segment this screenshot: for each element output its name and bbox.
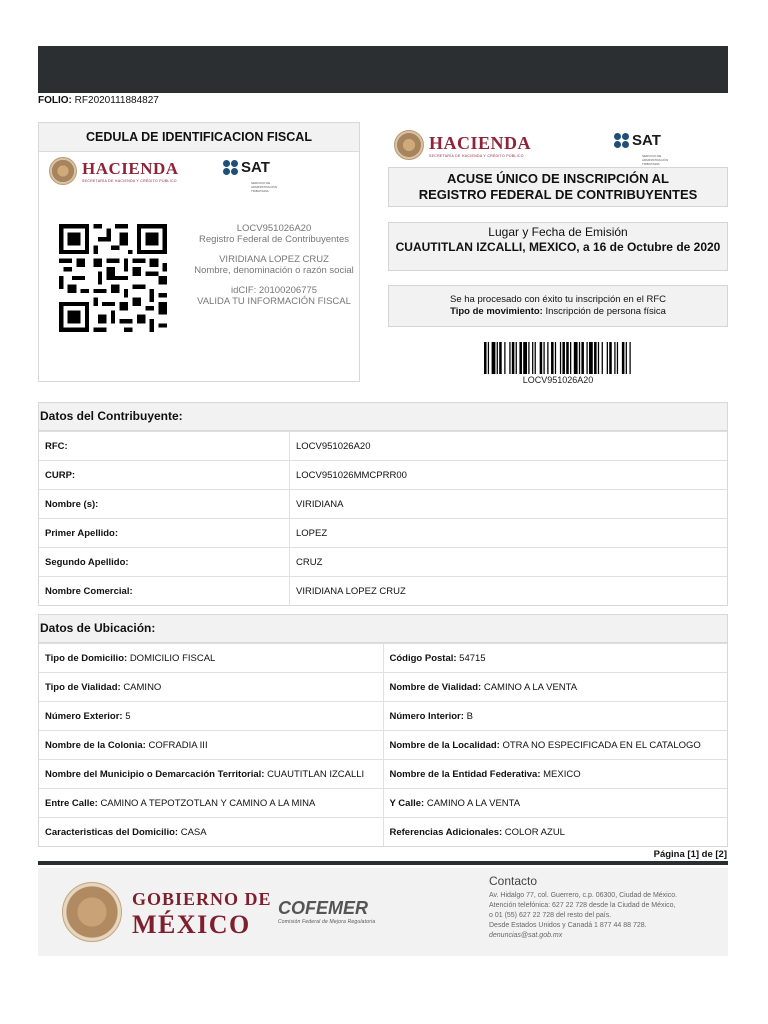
proceso-box (388, 285, 728, 327)
field-value: CAMINO A LA VENTA (426, 797, 521, 809)
barcode-bar (622, 342, 625, 374)
field-label: Número Exterior: (45, 710, 123, 722)
contacto-title: Contacto (489, 874, 538, 888)
footer-divider (38, 861, 728, 865)
contacto-email-link[interactable]: denuncias@sat.gob.mx (489, 932, 563, 939)
field-label: Nombre (s): (39, 490, 290, 519)
gobierno-line2: MÉXICO (132, 910, 251, 939)
barcode-bar (607, 342, 608, 374)
page-number: Página [1] de [2] (653, 849, 727, 860)
field-cell (383, 789, 727, 818)
contribuyente-heading: Datos del Contribuyente: (39, 403, 727, 431)
barcode-bar (594, 342, 597, 374)
sat-subtitle: SERVICIO DE ADMINISTRACIÓN TRIBUTARIA (251, 181, 278, 193)
sat-dots-icon (223, 160, 238, 175)
field-label: Nombre Comercial: (39, 577, 290, 606)
barcode-bar (547, 342, 548, 374)
sat-logo (614, 132, 669, 166)
barcode-bar (519, 342, 522, 374)
field-value: CAMINO (123, 681, 162, 693)
hacienda-name: HACIENDA (82, 159, 179, 178)
barcode-bar (586, 342, 587, 374)
cedula-idcif: idCIF: 20100206775 (230, 285, 318, 296)
field-cell (383, 731, 727, 760)
contacto-line: Atención telefónica: 627 22 728 desde la Ciudad de México, (489, 902, 676, 909)
acuse-title (388, 167, 728, 207)
field-value: LOCV951026A20 (290, 432, 728, 461)
barcode-text: LOCV951026A20 (522, 375, 594, 385)
field-label: RFC: (39, 432, 290, 461)
field-cell (39, 760, 383, 789)
hacienda-subtitle: SECRETARÍA DE HACIENDA Y CRÉDITO PÚBLICO (82, 179, 177, 183)
cedula-valida: VALIDA TU INFORMACIÓN FISCAL (197, 296, 351, 307)
field-label: Número Interior: (389, 710, 464, 722)
field-value: VIRIDIANA (290, 490, 728, 519)
barcode-bar (499, 342, 502, 374)
table-row (39, 519, 727, 548)
table-row (39, 577, 727, 606)
ubicacion-heading: Datos de Ubicación: (39, 615, 727, 643)
footer (38, 868, 728, 956)
cedula-name: VIRIDIANA LOPEZ CRUZ (219, 254, 329, 265)
eagle-seal-icon (49, 157, 77, 185)
field-label: Caracteristicas del Domicilio: (45, 826, 179, 838)
movimiento-label: Tipo de movimiento: (450, 306, 543, 317)
barcode-bar (617, 342, 618, 374)
contacto-line: Desde Estados Unidos y Canadá 1 877 44 88 728. (489, 922, 647, 929)
sat-name: SAT (632, 132, 661, 149)
cedula-info (189, 223, 359, 307)
barcode-bar (488, 342, 489, 374)
field-value: DOMICILIO FISCAL (129, 652, 216, 664)
barcode-bar (562, 342, 565, 374)
field-label: Entre Calle: (45, 797, 98, 809)
field-label: CURP: (39, 461, 290, 490)
table-row (39, 673, 727, 702)
field-cell (383, 702, 727, 731)
acuse-logos (388, 128, 728, 166)
cedula-rfc: LOCV951026A20 (236, 223, 312, 234)
lugar-label: Lugar y Fecha de Emisión (488, 225, 628, 239)
barcode-bar (589, 342, 593, 374)
hacienda-logo (394, 130, 531, 160)
field-cell (39, 644, 383, 673)
field-value: B (466, 710, 473, 722)
barcode-bar (528, 342, 529, 374)
barcode-icon (484, 342, 632, 374)
field-value: CASA (180, 826, 207, 838)
hacienda-logo (49, 157, 179, 185)
field-value: MEXICO (543, 768, 581, 780)
header-bar (38, 46, 728, 93)
hacienda-subtitle: SECRETARÍA DE HACIENDA Y CRÉDITO PÚBLICO (429, 153, 524, 158)
cofemer-subtitle: Comisión Federal de Mejora Regulatoria (278, 919, 376, 925)
field-cell (39, 731, 383, 760)
sat-subtitle: SERVICIO DE ADMINISTRACIÓN TRIBUTARIA (642, 154, 669, 166)
field-label: Nombre de la Localidad: (389, 739, 500, 751)
table-row (39, 490, 727, 519)
table-row (39, 789, 727, 818)
field-cell (383, 673, 727, 702)
field-label: Tipo de Domicilio: (45, 652, 128, 664)
field-label: Nombre del Municipio o Demarcación Territorial: (45, 768, 265, 780)
table-row (39, 731, 727, 760)
lugar-value: CUAUTITLAN IZCALLI, MEXICO, a 16 de Octubre de 2020 (395, 240, 721, 254)
contribuyente-section (38, 402, 728, 606)
barcode-bar (570, 342, 571, 374)
field-label: Nombre de la Entidad Federativa: (389, 768, 541, 780)
gobierno-line1: GOBIERNO DE (132, 889, 272, 909)
table-row (39, 461, 727, 490)
barcode-bar (543, 342, 544, 374)
cedula-card (38, 122, 360, 382)
barcode-bar (602, 342, 603, 374)
sat-name: SAT (241, 159, 270, 176)
field-label: Nombre de Vialidad: (389, 681, 482, 693)
acuse-title-line1: ACUSE ÚNICO DE INSCRIPCIÓN AL (447, 171, 669, 186)
barcode-bar (555, 342, 556, 374)
field-cell (383, 818, 727, 847)
barcode-bar (579, 342, 580, 374)
cofemer-logo: COFEMER Comisión Federal de Mejora Regulatoria (278, 898, 376, 925)
barcode-bar (504, 342, 505, 374)
folio: FOLIO: RF2020111884827 (38, 95, 159, 106)
barcode-bar (497, 342, 498, 374)
qr-code-icon (59, 223, 167, 333)
barcode-bar (566, 342, 569, 374)
field-label: Tipo de Vialidad: (45, 681, 121, 693)
field-value: 54715 (459, 652, 486, 664)
barcode-bar (535, 342, 536, 374)
field-label: Nombre de la Colonia: (45, 739, 146, 751)
barcode-bar (609, 342, 612, 374)
proceso-text: Se ha procesado con éxito tu inscripción en el RFC (450, 294, 666, 305)
field-cell (383, 760, 727, 789)
field-label: Primer Apellido: (39, 519, 290, 548)
field-value: CRUZ (290, 548, 728, 577)
field-cell (39, 818, 383, 847)
barcode-bar (581, 342, 584, 374)
ubicacion-section (38, 614, 728, 847)
barcode-bar (560, 342, 561, 374)
field-value: VIRIDIANA LOPEZ CRUZ (290, 577, 728, 606)
field-cell (383, 644, 727, 673)
barcode-bar (523, 342, 527, 374)
field-value: OTRA NO ESPECIFICADA EN EL CATALOGO (502, 739, 701, 751)
field-value: CUAUTITLAN IZCALLI (267, 768, 365, 780)
field-value: COFRADIA III (148, 739, 208, 751)
folio-value: RF2020111884827 (74, 95, 159, 106)
field-label: Referencias Adicionales: (389, 826, 503, 838)
lugar-fecha (388, 222, 728, 271)
field-value: CAMINO A LA VENTA (483, 681, 578, 693)
barcode-bar (540, 342, 543, 374)
contacto-block (489, 874, 724, 941)
barcode-bar (614, 342, 615, 374)
cedula-logos (49, 155, 349, 193)
barcode-bar (532, 342, 533, 374)
gobierno-logo (62, 882, 272, 942)
barcode-bar (516, 342, 517, 374)
table-row (39, 432, 727, 461)
field-value: 5 (125, 710, 131, 722)
field-cell (39, 702, 383, 731)
sat-dots-icon (614, 133, 629, 148)
sat-logo (223, 159, 278, 193)
contacto-line: Av. Hidalgo 77, col. Guerrero, c.p. 06300, Ciudad de México. (489, 892, 678, 899)
eagle-seal-icon (394, 130, 424, 160)
barcode-bar (509, 342, 510, 374)
barcode-bar (598, 342, 599, 374)
field-cell (39, 673, 383, 702)
field-value: LOCV951026MMCPRR00 (290, 461, 728, 490)
ubicacion-table (39, 643, 727, 846)
field-value: CAMINO A TEPOTZOTLAN Y CAMINO A LA MINA (100, 797, 316, 809)
table-row (39, 548, 727, 577)
barcode-bar (492, 342, 496, 374)
movimiento-value: Inscripción de persona física (545, 306, 666, 317)
table-row (39, 760, 727, 789)
contribuyente-table (39, 431, 727, 605)
table-row (39, 702, 727, 731)
acuse-title-line2: REGISTRO FEDERAL DE CONTRIBUYENTES (418, 187, 698, 202)
field-label: Y Calle: (389, 797, 425, 809)
barcode-bar (484, 342, 487, 374)
field-label: Código Postal: (389, 652, 457, 664)
cedula-name-caption: Nombre, denominación o razón social (194, 265, 354, 276)
barcode-bar (626, 342, 627, 374)
field-label: Segundo Apellido: (39, 548, 290, 577)
barcode-bar (551, 342, 554, 374)
field-value: COLOR AZUL (504, 826, 565, 838)
field-cell (39, 789, 383, 818)
barcode-bar (629, 342, 630, 374)
barcode-bar (512, 342, 515, 374)
cedula-title: CEDULA DE IDENTIFICACION FISCAL (39, 123, 359, 152)
contacto-line: o 01 (55) 627 22 728 del resto del país. (489, 912, 612, 919)
eagle-seal-icon (62, 882, 122, 942)
barcode-bar (574, 342, 578, 374)
hacienda-name: HACIENDA (429, 132, 532, 153)
table-row (39, 818, 727, 847)
table-row (39, 644, 727, 673)
cedula-rfc-caption: Registro Federal de Contribuyentes (199, 234, 349, 245)
field-value: LOPEZ (290, 519, 728, 548)
